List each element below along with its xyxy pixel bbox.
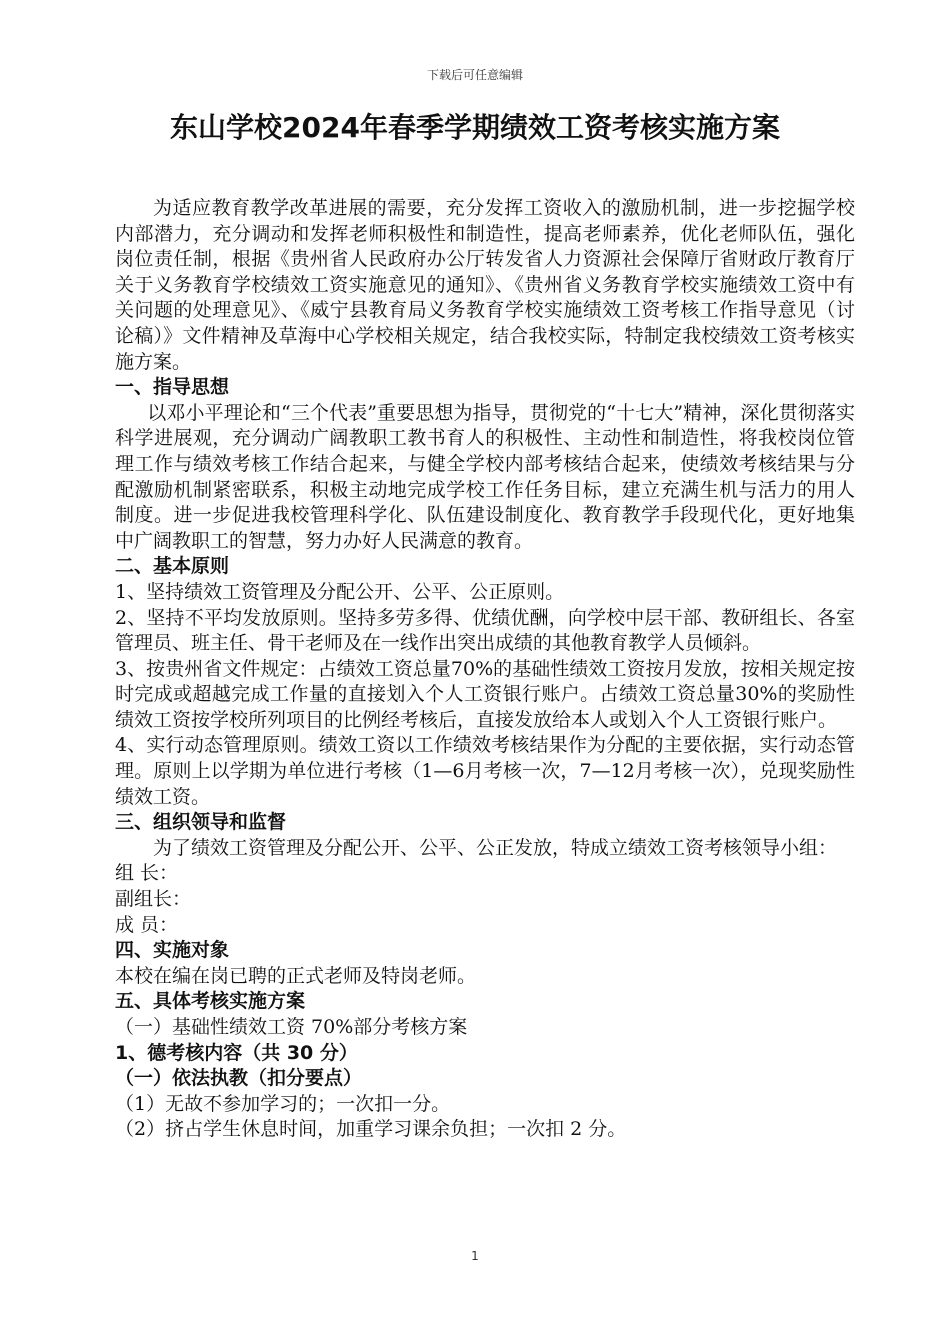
principle-item: 1、坚持绩效工资管理及分配公开、公平、公正原则。 (115, 580, 565, 603)
principle-item: 2、坚持不平均发放原则。坚持多劳多得、优绩优酬，向学校中层干部、教研组长、各室管理员、班主任、骨干老师及在一线作出突出成绩的其他教育教学人员倾斜。 (115, 606, 855, 655)
section-heading-basic-principles: 二、基本原则 (115, 555, 230, 578)
document-title: 东山学校2024年春季学期绩效工资考核实施方案 (170, 111, 780, 144)
deduction-item: （1）无故不参加学习的；一次扣一分。 (115, 1092, 451, 1115)
subsection-basic-pay: （一）基础性绩效工资 70%部分考核方案 (115, 1016, 468, 1038)
subsection-law-teaching: （一）依法执教（扣分要点） (115, 1067, 363, 1090)
section-heading-assessment-plan: 五、具体考核实施方案 (115, 990, 306, 1013)
header-note: 下载后可任意编辑 (426, 68, 523, 82)
guiding-ideology-paragraph: 以邓小平理论和“三个代表”重要思想为指导，贯彻党的“十七大”精神，深化贯彻落实科学进展观，充分调动广阔教职工教书育人的积极性、主动性和制造性，将我校岗位管理工作与绩效考核工作结合起来，与健全学校内部考核结合起来，使绩效考核结果与分配激励机制紧密联系，积极主动地完成学校工作任务目标，建立充满生机与活力的用人制度。进一步促进我校管理科学化、队伍建设制度化、教育教学手段现代化，更好地集中广阔教职工的智慧，努力办好人民满意的教育。 (115, 401, 855, 552)
section-heading-guiding-ideology: 一、指导思想 (115, 376, 230, 399)
principle-item: 4、实行动态管理原则。绩效工资以工作绩效考核结果作为分配的主要依据，实行动态管理。原则上以学期为单位进行考核（1—6月考核一次，7—12月考核一次），兑现奖励性绩效工资。 (115, 734, 855, 808)
role-line-leader: 组 长： (115, 862, 179, 885)
role-line-members: 成 员： (115, 913, 179, 936)
section-heading-targets: 四、实施对象 (115, 939, 230, 962)
intro-paragraph: 为适应教育教学改革进展的需要，充分发挥工资收入的激励机制，进一步挖掘学校内部潜力，充分调动和发挥老师积极性和制造性，提高老师素养，优化老师队伍，强化岗位责任制，根据《贵州省人民政府办公厅转发省人力资源社会保障厅省财政厅教育厅关于义务教育学校绩效工资实施意见的通知》、《贵州省义务教育学校实施绩效工资中有关问题的处理意见》、《威宁县教育局义务教育学校实施绩效工资考核工作指导意见（讨论稿）》文件精神及草海中心学校相关规定，结合我校实际，特制定我校绩效工资考核实施方案。 (115, 197, 855, 373)
organization-paragraph: 为了绩效工资管理及分配公开、公平、公正发放，特成立绩效工资考核领导小组： (153, 836, 838, 859)
page-number: 1 (471, 1249, 479, 1263)
section-heading-organization: 三、组织领导和监督 (115, 811, 287, 834)
role-line-deputy: 副组长： (115, 888, 192, 911)
document-body (115, 196, 855, 1143)
subsection-moral-assessment: 1、德考核内容（共 30 分） (115, 1041, 358, 1064)
deduction-item: （2）挤占学生休息时间，加重学习课余负担；一次扣 2 分。 (115, 1118, 627, 1141)
targets-paragraph: 本校在编在岗已聘的正式老师及特岗老师。 (115, 964, 477, 987)
principle-item: 3、按贵州省文件规定：占绩效工资总量70%的基础性绩效工资按月发放，按相关规定按时完成或超越完成工作量的直接划入个人工资银行账户。占绩效工资总量30%的奖励性绩效工资按学校所列项目的比例经考核后，直接发放给本人或划入个人工资银行账户。 (115, 657, 855, 731)
